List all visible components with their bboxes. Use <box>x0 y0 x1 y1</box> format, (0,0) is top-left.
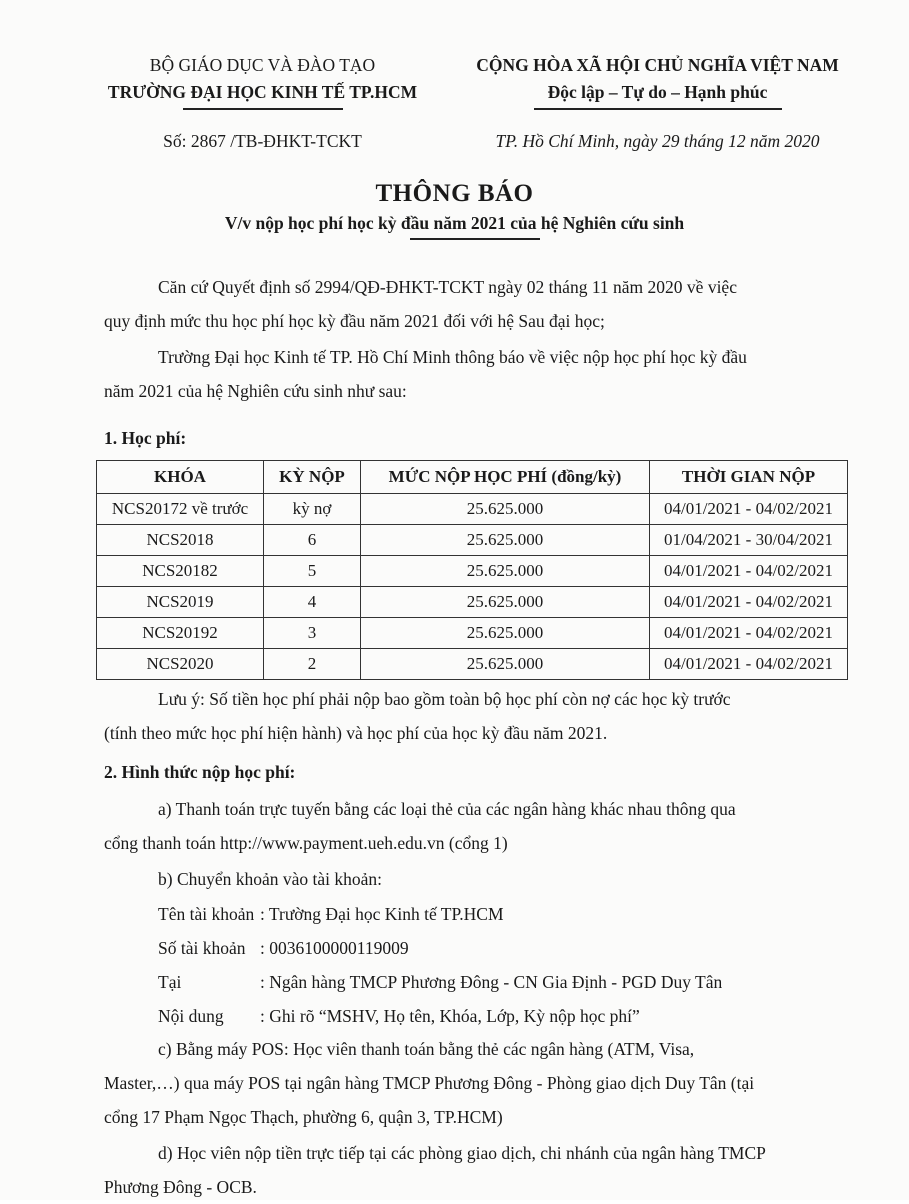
country-name: CỘNG HÒA XÃ HỘI CHỦ NGHĨA VIỆT NAM <box>476 55 839 75</box>
method-d <box>104 1136 846 1204</box>
cell-fee: 25.625.000 <box>361 649 650 680</box>
ministry-name: BỘ GIÁO DỤC VÀ ĐÀO TẠO <box>149 55 376 75</box>
method-c-line3: cổng 17 Phạm Ngọc Thạch, phường 6, quận 3, TP.HCM) <box>104 1107 503 1127</box>
account-number-label: Số tài khoản <box>158 938 246 958</box>
cell-term: 6 <box>264 525 361 556</box>
cell-term: kỳ nợ <box>264 494 361 525</box>
intro-paragraph-2 <box>104 340 846 408</box>
table-row <box>97 494 848 525</box>
cell-fee: 25.625.000 <box>361 525 650 556</box>
cell-fee: 25.625.000 <box>361 618 650 649</box>
method-c-line1: c) Bằng máy POS: Học viên thanh toán bằng thẻ các ngân hàng (ATM, Visa, <box>158 1039 695 1059</box>
account-name-row <box>158 904 504 925</box>
col-header-period: THỜI GIAN NỘP <box>650 461 848 494</box>
table-row <box>97 556 848 587</box>
cell-fee: 25.625.000 <box>361 556 650 587</box>
issuer-block <box>90 52 435 110</box>
table-row <box>97 525 848 556</box>
bank-label: Tại <box>158 972 182 992</box>
cell-period: 01/04/2021 - 30/04/2021 <box>650 525 848 556</box>
content-row <box>158 1006 640 1027</box>
note-line2: (tính theo mức học phí hiện hành) và học phí của học kỳ đầu năm 2021. <box>104 723 608 743</box>
cell-course: NCS2019 <box>97 587 264 618</box>
bank-value: : Ngân hàng TMCP Phương Đông - CN Gia Định - PGD Duy Tân <box>260 972 723 992</box>
section-1-heading: 1. Học phí: <box>104 428 187 448</box>
intro-p1-line2: quy định mức thu học phí học kỳ đầu năm 2021 đối với hệ Sau đại học; <box>104 311 605 331</box>
fee-note <box>104 682 846 750</box>
header-divider-left <box>183 108 343 110</box>
section-2-heading: 2. Hình thức nộp học phí: <box>104 762 296 782</box>
cell-course: NCS20172 về trước <box>97 494 264 525</box>
cell-term: 3 <box>264 618 361 649</box>
note-line1: Lưu ý: Số tiền học phí phải nộp bao gồm toàn bộ học phí còn nợ các học kỳ trước <box>158 689 731 709</box>
intro-paragraph-1 <box>104 270 846 338</box>
account-name-label: Tên tài khoản <box>158 904 255 924</box>
table-row <box>97 618 848 649</box>
document-subtitle: V/v nộp học phí học kỳ đầu năm 2021 của hệ Nghiên cứu sinh <box>224 213 685 233</box>
method-d-line1: d) Học viên nộp tiền trực tiếp tại các phòng giao dịch, chi nhánh của ngân hàng TMCP <box>158 1143 766 1163</box>
col-header-term: KỲ NỘP <box>264 461 361 494</box>
cell-fee: 25.625.000 <box>361 587 650 618</box>
fee-table-header-row <box>97 461 848 494</box>
method-c <box>104 1032 846 1134</box>
account-name-value: : Trường Đại học Kinh tế TP.HCM <box>260 904 504 924</box>
table-row <box>97 587 848 618</box>
method-a-line1: a) Thanh toán trực tuyến bằng các loại thẻ của các ngân hàng khác nhau thông qua <box>158 799 736 819</box>
national-motto: Độc lập – Tự do – Hạnh phúc <box>547 82 768 102</box>
cell-period: 04/01/2021 - 04/02/2021 <box>650 618 848 649</box>
method-a <box>104 792 846 860</box>
method-d-line2: Phương Đông - OCB. <box>104 1177 257 1197</box>
intro-p2-line2: năm 2021 của hệ Nghiên cứu sinh như sau: <box>104 381 407 401</box>
cell-term: 5 <box>264 556 361 587</box>
cell-course: NCS20192 <box>97 618 264 649</box>
header-divider-right <box>534 108 782 110</box>
cell-period: 04/01/2021 - 04/02/2021 <box>650 649 848 680</box>
cell-period: 04/01/2021 - 04/02/2021 <box>650 556 848 587</box>
payment-portal-link[interactable]: cổng thanh toán http://www.payment.ueh.edu.vn (cổng 1) <box>104 833 508 853</box>
account-number-row <box>158 938 409 959</box>
document-title: THÔNG BÁO <box>375 180 534 207</box>
account-number-value: : 0036100000119009 <box>260 938 409 958</box>
cell-period: 04/01/2021 - 04/02/2021 <box>650 587 848 618</box>
content-value: : Ghi rõ “MSHV, Họ tên, Khóa, Lớp, Kỳ nộp học phí” <box>260 1006 640 1026</box>
method-c-line2: Master,…) qua máy POS tại ngân hàng TMCP Phương Đông - Phòng giao dịch Duy Tân (tại <box>104 1073 755 1093</box>
document-number: Số: 2867 /TB-ĐHKT-TCKT <box>163 131 362 151</box>
content-label: Nội dung <box>158 1006 224 1026</box>
national-block <box>455 52 860 110</box>
col-header-course: KHÓA <box>97 461 264 494</box>
cell-period: 04/01/2021 - 04/02/2021 <box>650 494 848 525</box>
cell-course: NCS2018 <box>97 525 264 556</box>
method-b-intro: b) Chuyển khoản vào tài khoản: <box>158 869 383 889</box>
method-a-line2 <box>104 826 846 860</box>
cell-course: NCS2020 <box>97 649 264 680</box>
cell-course: NCS20182 <box>97 556 264 587</box>
intro-p1-line1: Căn cứ Quyết định số 2994/QĐ-ĐHKT-TCKT ngày 02 tháng 11 năm 2020 về việc <box>158 277 737 297</box>
cell-term: 4 <box>264 587 361 618</box>
col-header-fee: MỨC NỘP HỌC PHÍ (đồng/kỳ) <box>361 461 650 494</box>
cell-fee: 25.625.000 <box>361 494 650 525</box>
place-date: TP. Hồ Chí Minh, ngày 29 tháng 12 năm 2020 <box>495 131 820 151</box>
school-name: TRƯỜNG ĐẠI HỌC KINH TẾ TP.HCM <box>107 82 418 102</box>
fee-table <box>96 460 848 680</box>
intro-p2-line1: Trường Đại học Kinh tế TP. Hồ Chí Minh thông báo về việc nộp học phí học kỳ đầu <box>158 347 747 367</box>
table-row <box>97 649 848 680</box>
cell-term: 2 <box>264 649 361 680</box>
subtitle-divider <box>410 238 540 240</box>
bank-row <box>158 972 722 993</box>
